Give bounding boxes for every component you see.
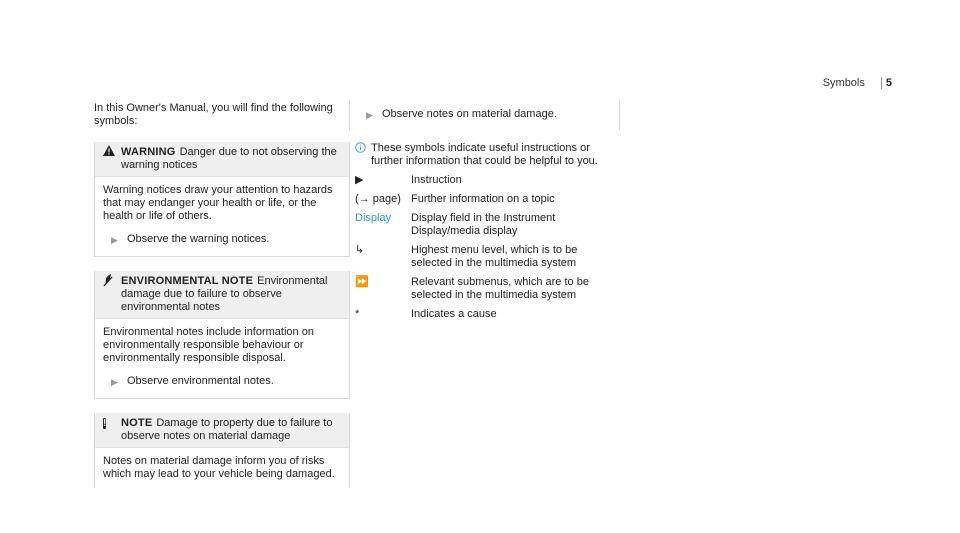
symbol-row: [355, 174, 620, 187]
symbol-description: Highest menu level, which is to be selected in the multimedia system: [411, 244, 578, 269]
warning-step: [95, 230, 349, 256]
step-arrow-icon: ▶: [111, 235, 118, 245]
step-arrow-icon: ▶: [366, 110, 373, 120]
note-step: [349, 100, 620, 130]
environment-step: [95, 372, 349, 398]
left-column: [94, 102, 350, 488]
symbol-description: Relevant submenus, which are to be selected in the multimedia system: [411, 276, 589, 301]
warning-keyword: WARNING: [121, 146, 176, 158]
symbol-description: Instruction: [411, 174, 462, 186]
note-header: [95, 413, 349, 447]
asterisk-symbol: *: [355, 308, 360, 320]
note-box: [94, 413, 350, 488]
symbol-description: Display field in the Instrument Display/media display: [411, 212, 556, 237]
environment-header: [95, 271, 349, 318]
environment-body: Environmental notes include information on environmentally responsible behaviour or environmentally responsible disposal.: [95, 318, 349, 372]
intro-text: In this Owner's Manual, you will find the following symbols:: [94, 102, 333, 127]
symbol-row: [355, 276, 620, 302]
symbol-row: [355, 193, 620, 206]
symbol-description: Indicates a cause: [411, 308, 497, 320]
warning-step-text: Observe the warning notices.: [127, 233, 270, 245]
warning-title-text: Danger due to not observing the warning notices: [121, 146, 337, 171]
info-text: These symbols indicate useful instructions or further information that could be helpful to you.: [371, 142, 598, 167]
symbol-row: [355, 244, 620, 270]
environment-step-text: Observe environmental notes.: [127, 375, 274, 387]
instruction-icon: ▶: [355, 174, 364, 186]
section-title: Symbols: [822, 77, 865, 89]
display-symbol: Display: [355, 212, 392, 224]
page-reference-symbol: (→ page): [355, 193, 401, 205]
warning-triangle-icon: [103, 145, 121, 159]
page-header: [823, 77, 892, 89]
warning-title: [121, 146, 341, 172]
note-title: [121, 417, 341, 443]
environment-box: [94, 271, 350, 399]
symbol-description: Further information on a topic: [411, 193, 555, 205]
environment-title-text: Environmental damage due to failure to observe environmental notes: [121, 275, 328, 313]
note-body: Notes on material damage inform you of risks which may lead to your vehicle being damaged.: [95, 447, 349, 488]
page-number: 5: [881, 77, 892, 89]
step-arrow-icon: ▶: [111, 377, 118, 387]
info-note: [355, 142, 620, 168]
symbol-row: [355, 308, 620, 321]
warning-box: [94, 142, 350, 257]
note-step-text: Observe notes on material damage.: [382, 108, 557, 120]
environment-keyword: ENVIRONMENTAL NOTE: [121, 275, 254, 287]
warning-header: [95, 142, 349, 176]
environment-title: [121, 275, 341, 314]
note-exclamation-icon: !: [103, 418, 107, 429]
warning-body: Warning notices draw your attention to hazards that may endanger your health or life, or the health or life of others.: [95, 176, 349, 230]
symbol-row: [355, 212, 620, 238]
info-circle-icon: [355, 142, 371, 168]
right-column: [355, 100, 620, 321]
note-title-text: Damage to property due to failure to observe notes on material damage: [121, 417, 333, 442]
submenu-icon: ⏩: [355, 276, 369, 288]
note-keyword: NOTE: [121, 417, 153, 429]
menu-level-icon: ↳: [355, 244, 365, 256]
environment-icon: [103, 274, 121, 290]
